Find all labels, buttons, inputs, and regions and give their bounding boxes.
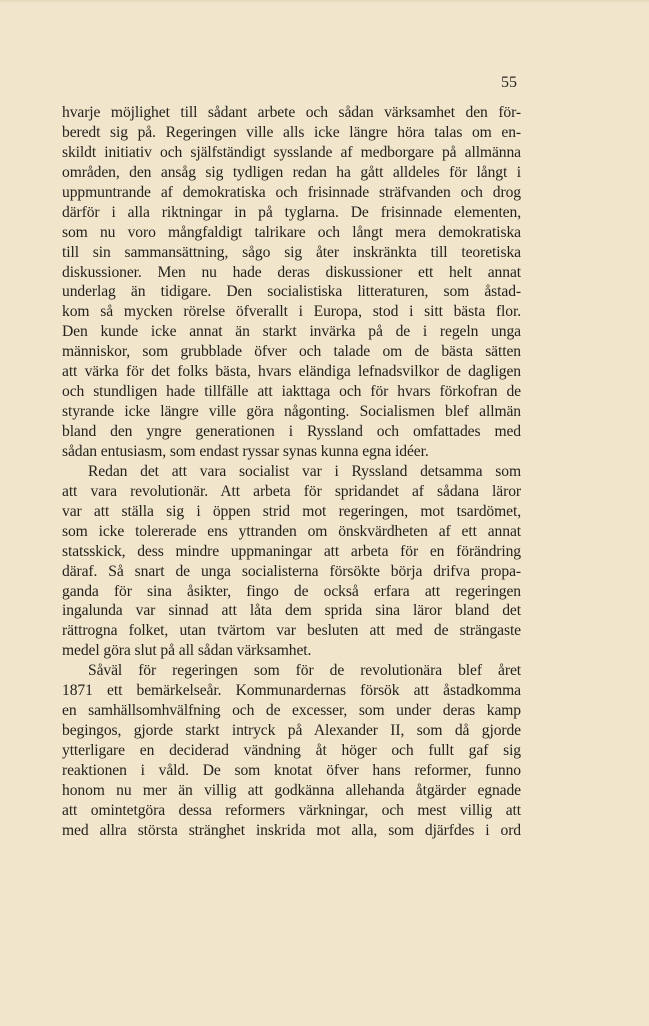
text-line: ingalunda var sinnad att låta dem sprida sina läror bland det	[62, 602, 521, 620]
text-line: sådan entusiasm, som endast ryssar synas kunna egna idéer.	[62, 442, 429, 460]
text-line: medel göra slut på all sådan värksamhet.	[62, 642, 312, 660]
text-line: att värka för det folks bästa, hvars eländiga lefnadsvilkor de dagligen	[62, 363, 521, 381]
text-line: människor, som grubblade öfver och talade om de bästa sätten	[62, 343, 521, 361]
text-line: reaktionen i våld. De som knotat öfver hans reformer, funno	[62, 761, 521, 779]
text-line: områden, den ansåg sig tydligen redan ha gått alldeles för långt i	[62, 163, 521, 181]
text-line: och stundligen hade tillfälle att iakttaga och för hvars förkofran de	[62, 383, 521, 401]
text-line: som nu voro mångfaldigt talrikare och långt mera demokratiska	[62, 223, 521, 241]
text-line: statsskick, dess mindre uppmaningar att arbeta för en förändring	[62, 542, 521, 560]
page-top-edge	[0, 0, 649, 2]
text-line: beredt sig på. Regeringen ville alls icke längre höra talas om en-	[62, 123, 521, 141]
text-line: 1871 ett bemärkelseår. Kommunardernas försök att åstadkomma	[62, 682, 521, 700]
text-line: uppmuntrande af demokratiska och frisinnade sträfvanden och drog	[62, 183, 521, 201]
text-line: rättrogna folket, utan tvärtom var besluten att med de strängaste	[62, 622, 521, 640]
text-line: en samhällsomhvälfning och de excesser, som under deras kamp	[62, 702, 521, 720]
text-line: skildt initiativ och själfständigt sysslande af medborgare på allmänna	[62, 143, 521, 161]
text-line: med allra största stränghet inskrida mot alla, som djärfdes i ord	[62, 821, 521, 839]
text-line: var att ställa sig i öppen strid mot regeringen, mot tsardömet,	[62, 502, 521, 520]
text-line: att omintetgöra dessa reformers värkningar, och mest villig att	[62, 801, 521, 819]
text-line: Den kunde icke annat än starkt invärka på de i regeln unga	[62, 323, 521, 341]
text-line: därför i alla riktningar in på tyglarna. De frisinnade elementen,	[62, 203, 521, 221]
text-line: underlag än tidigare. Den socialistiska litteraturen, som åstad-	[62, 283, 521, 301]
body-text	[62, 103, 521, 841]
text-line: som icke tolererade ens yttranden om önskvärdheten af ett annat	[62, 522, 521, 540]
text-line: ganda för sina åsikter, fingo de också erfara att regeringen	[62, 582, 521, 600]
text-line: diskussioner. Men nu hade deras diskussioner ett helt annat	[62, 263, 521, 281]
text-line: Såväl för regeringen som för de revolutionära blef året	[88, 662, 521, 680]
text-line: hvarje möjlighet till sådant arbete och sådan värksamhet den för-	[62, 104, 521, 121]
text-line: till sin sammansättning, sågo sig åter inskränkta till teoretiska	[62, 243, 521, 261]
text-line: begingos, gjorde starkt intryck på Alexander II, som då gjorde	[62, 722, 521, 740]
page-number: 55	[501, 74, 517, 91]
text-line: bland den yngre generationen i Ryssland och omfattades med	[62, 423, 521, 440]
text-line: ytterligare en deciderad vändning åt höger och fullt gaf sig	[62, 742, 521, 759]
text-line: Redan det att vara socialist var i Ryssland detsamma som	[88, 462, 521, 480]
text-line: däraf. Så snart de unga socialisterna försökte börja drifva propa-	[62, 562, 521, 580]
text-line: kom så mycken rörelse öfverallt i Europa, stod i sitt bästa flor.	[62, 303, 521, 321]
text-line: honom nu mer än villig att godkänna allehanda åtgärder egnade	[62, 781, 521, 799]
text-line: att vara revolutionär. Att arbeta för spridandet af sådana läror	[62, 482, 521, 500]
text-line: styrande icke längre ville göra någonting. Socialismen blef allmän	[62, 403, 521, 421]
